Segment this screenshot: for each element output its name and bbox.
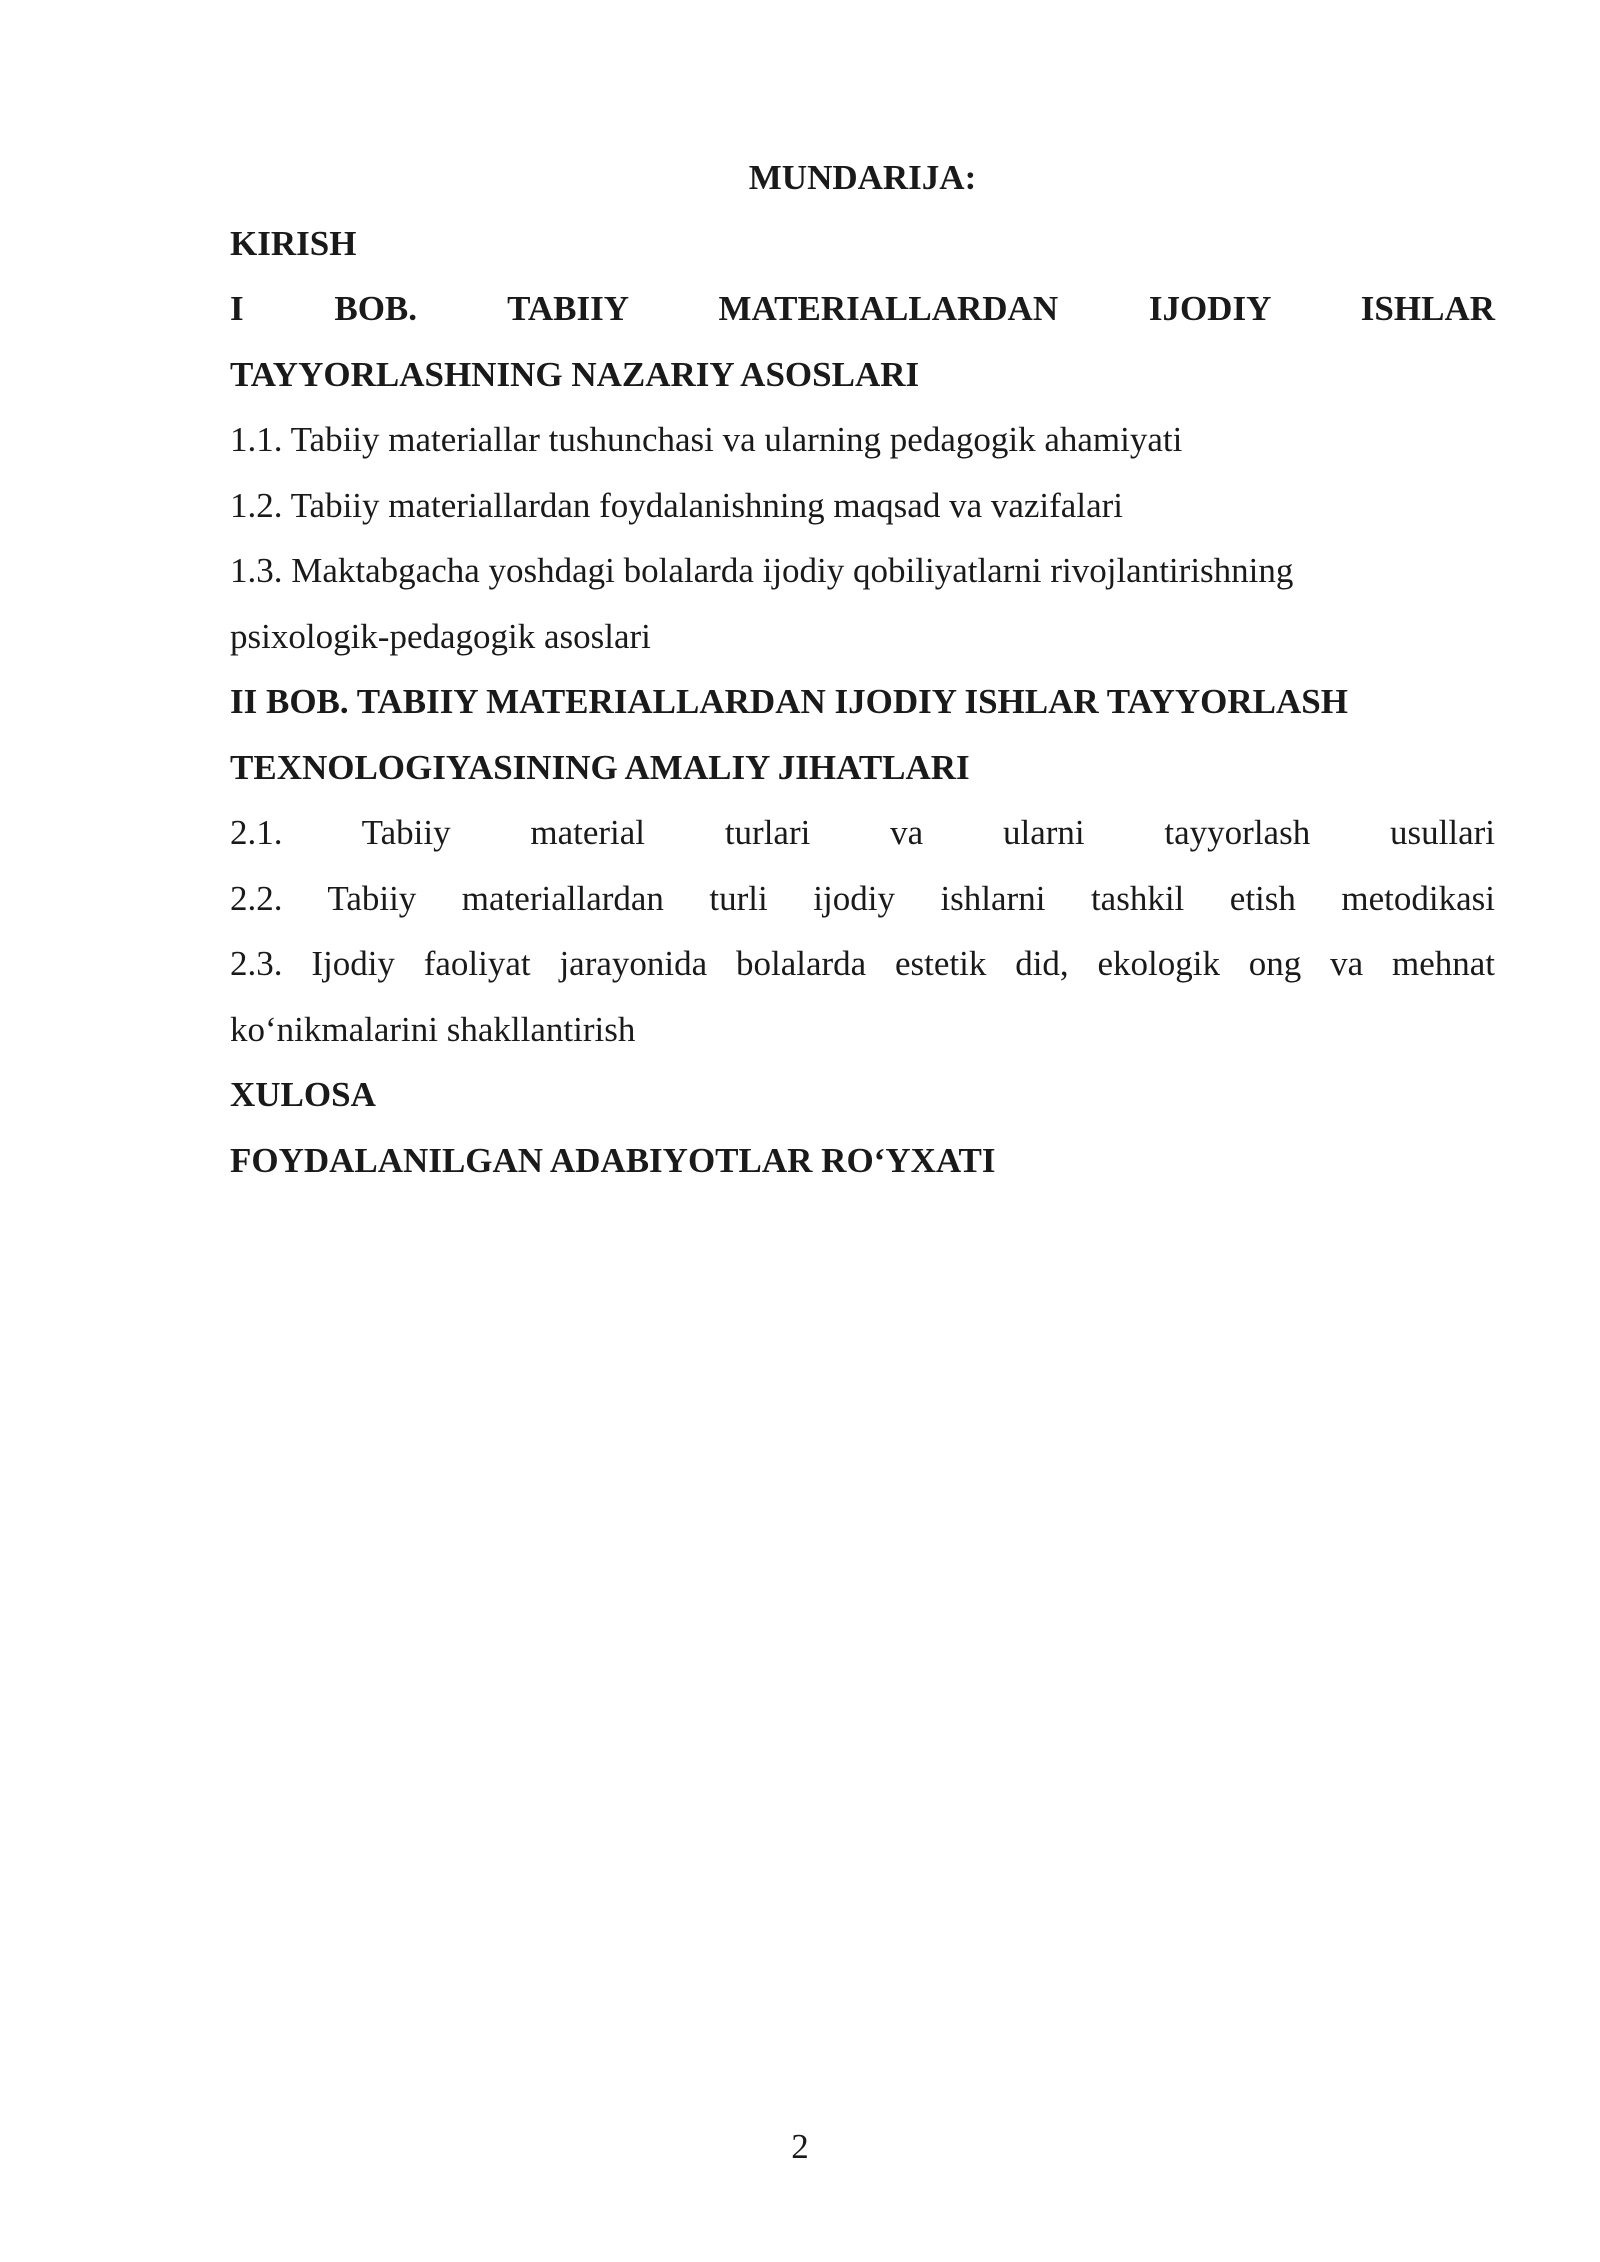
toc-section-1-3: 1.3. Maktabgacha yoshdagi bolalarda ijodiy qobiliyatlarni rivojlantirishning	[230, 551, 1294, 590]
toc-conclusion: XULOSA	[230, 1075, 376, 1114]
chapter2-heading: II BOB. TABIIY MATERIALLARDAN IJODIY ISHLAR TAYYORLASH	[230, 682, 1348, 721]
page-number: 2	[791, 2127, 809, 2166]
chapter1-heading-cont: TAYYORLASHNING NAZARIY ASOSLARI	[230, 354, 920, 394]
toc-section-1-2: 1.2. Tabiiy materiallardan foydalanishning maqsad va vazifalari	[230, 485, 1123, 525]
toc-section-1-3-cont: psixologik-pedagogik asoslari	[230, 616, 651, 656]
toc-title: MUNDARIJA:	[748, 158, 977, 197]
table-of-contents	[230, 145, 1495, 1193]
chapter2-heading-cont: TEXNOLOGIYASINING AMALIY JIHATLARI	[230, 747, 970, 787]
toc-section-2-1: 2.1. Tabiiy material turlari va ularni tayyorlash usullari	[230, 813, 1495, 852]
toc-bibliography: FOYDALANILGAN ADABIYOTLAR ROʻYXATI	[230, 1140, 996, 1180]
toc-section-1-1: 1.1. Tabiiy materiallar tushunchasi va ularning pedagogik ahamiyati	[230, 420, 1183, 459]
chapter1-heading: I BOB. TABIIY MATERIALLARDAN IJODIY ISHLAR	[230, 289, 1495, 328]
toc-intro: KIRISH	[230, 223, 357, 263]
toc-section-2-3-cont: koʻnikmalarini shakllantirish	[230, 1009, 636, 1049]
toc-section-2-2: 2.2. Tabiiy materiallardan turli ijodiy ishlarni tashkil etish metodikasi	[230, 878, 1495, 918]
toc-section-2-3: 2.3. Ijodiy faoliyat jarayonida bolalarda estetik did, ekologik ong va mehnat	[230, 944, 1495, 983]
